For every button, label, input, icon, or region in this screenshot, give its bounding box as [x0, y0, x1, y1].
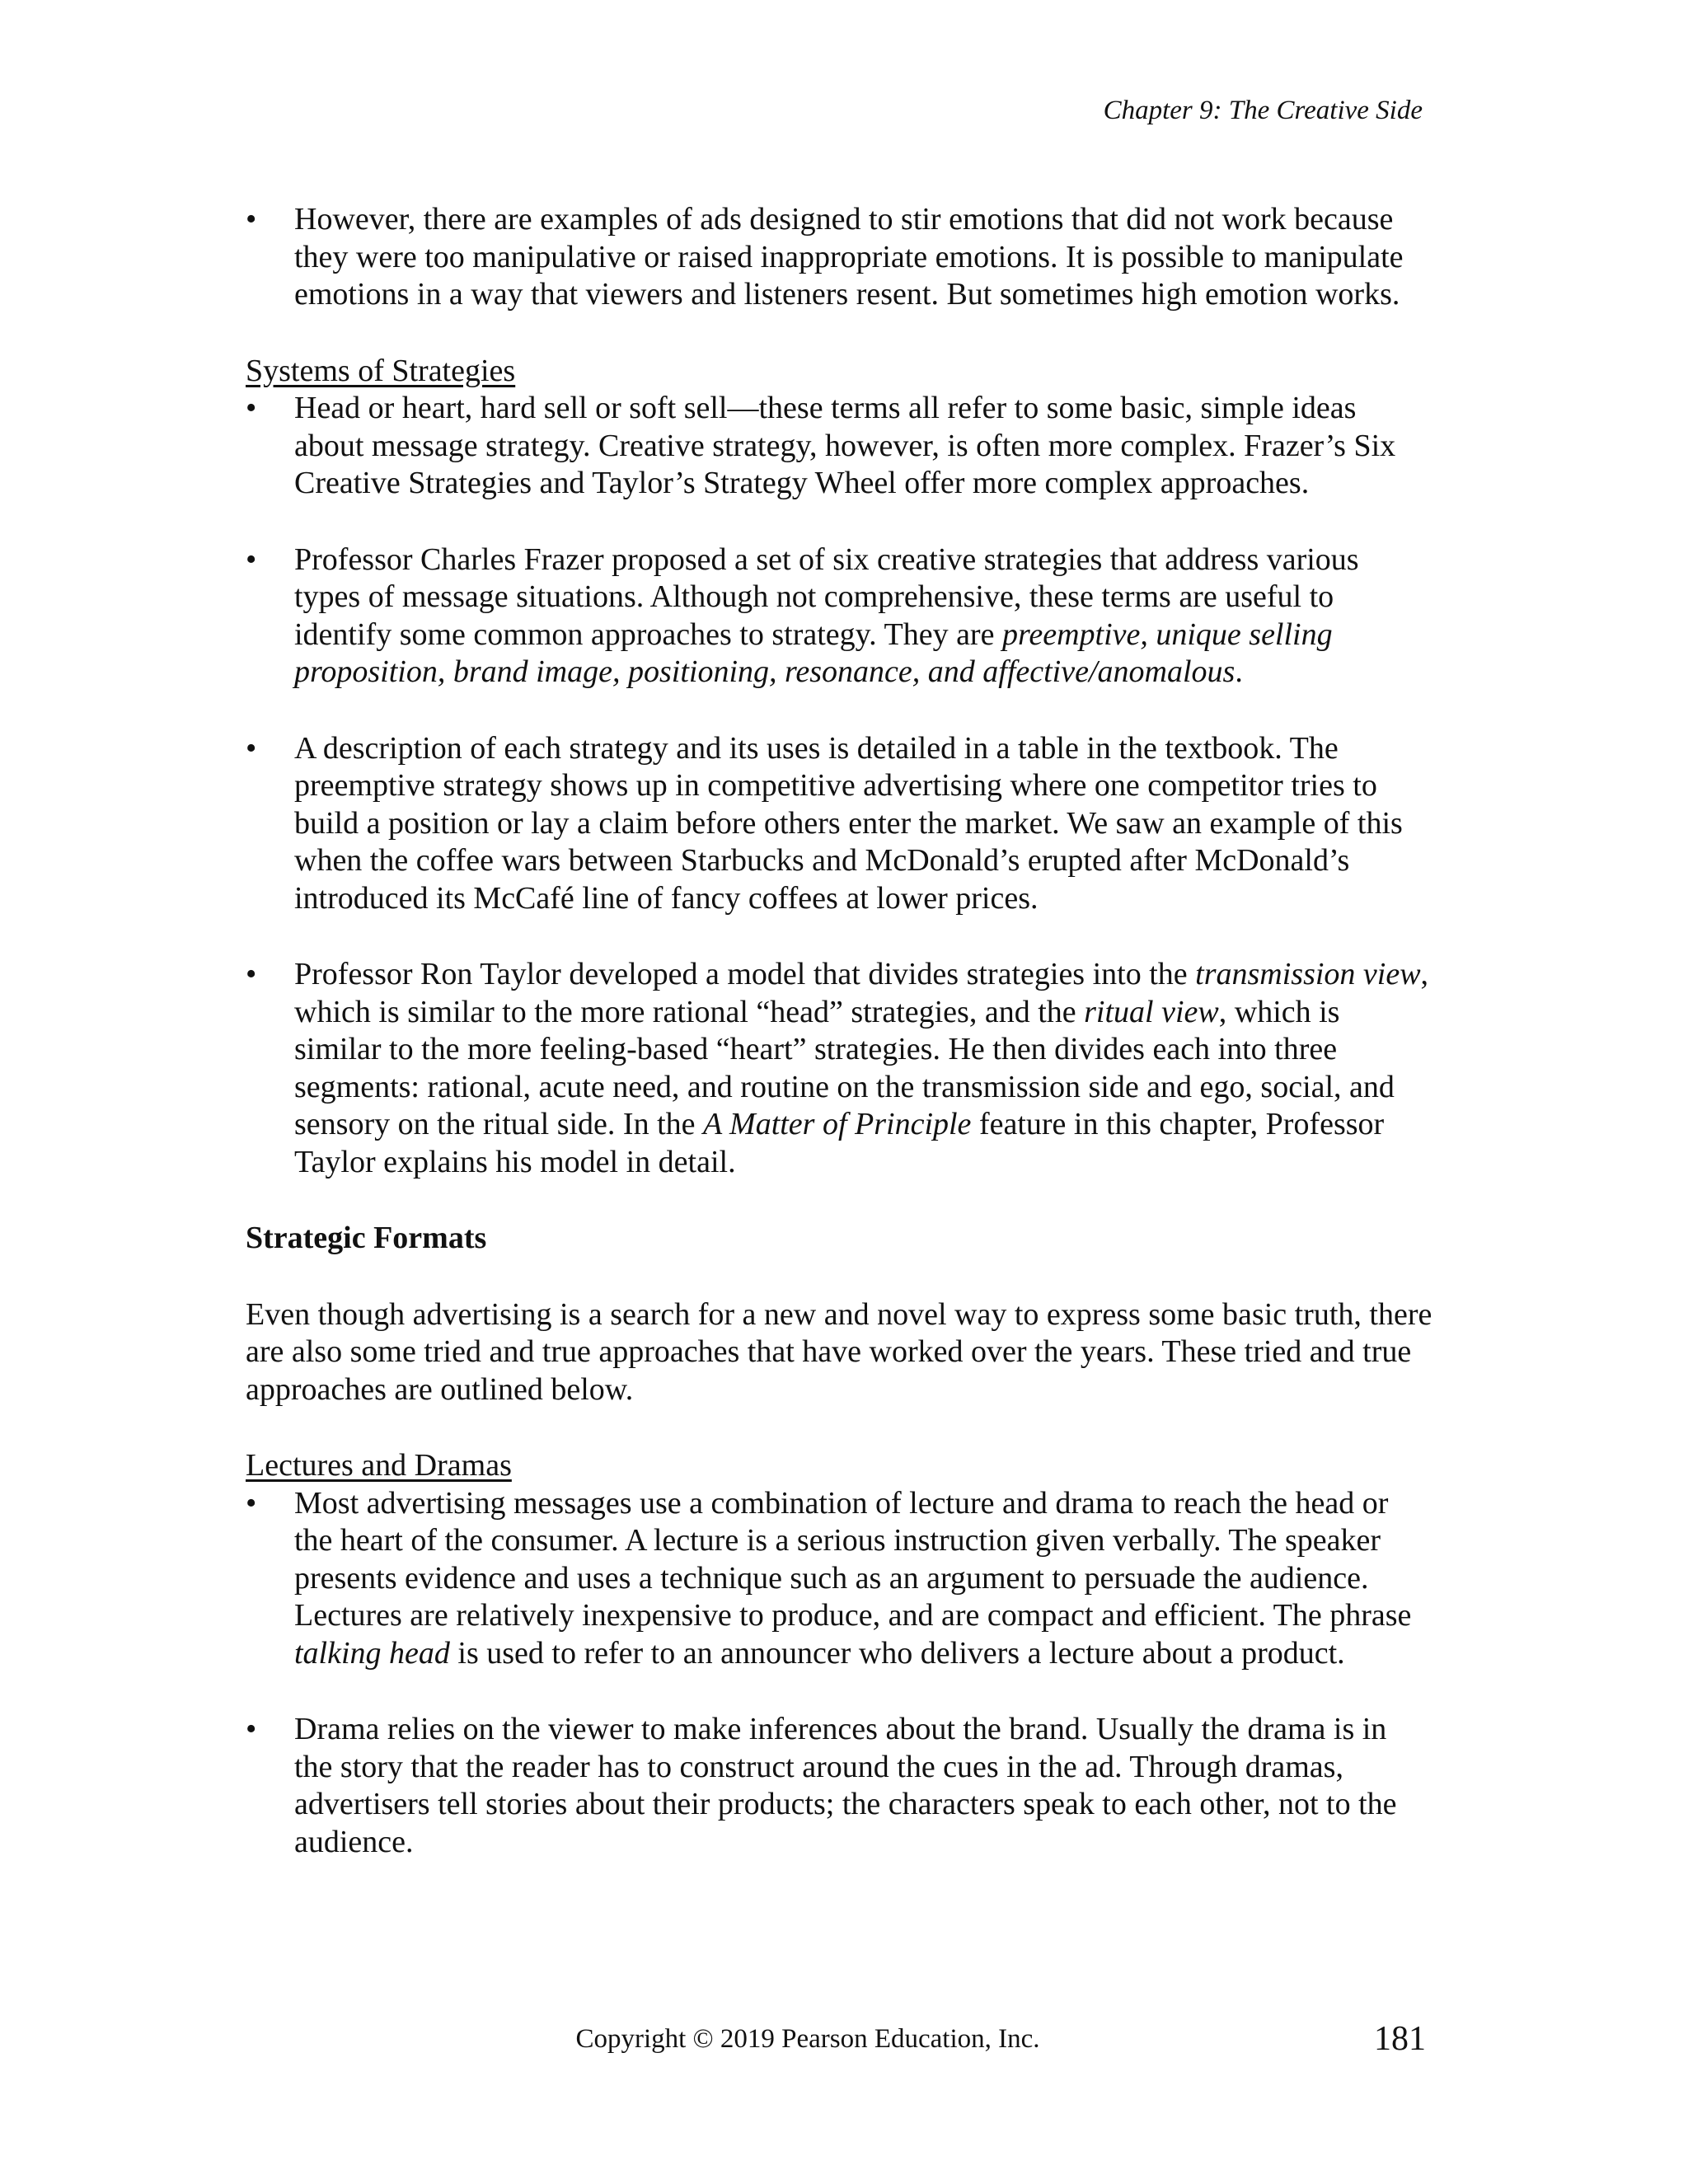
bullet-text: feature in this chapter, Professor Taylor explains his model in detail.: [294, 1107, 1385, 1179]
bullet-italic-text: ritual view: [1084, 994, 1219, 1029]
bullet-item: [246, 956, 1432, 1181]
bullet-text: However, there are examples of ads designed to stir emotions that did not work because they were too manipulative or raised inappropriate emotions. It is possible to manipulate emotions in a way that viewers and listeners resent. But sometimes high emotion works.: [294, 202, 1404, 312]
bullet-item: [246, 1485, 1432, 1673]
bullet-item: [246, 730, 1432, 918]
bullet-icon: •: [246, 957, 257, 991]
bullet-italic-text: preemptive, unique selling proposition, brand image, positioning, resonance, and affective/anomalous: [294, 616, 1333, 689]
paragraph-strategic-formats: Even though advertising is a search for a new and novel way to express some basic truth, there are also some tried and true approaches that have worked over the years. These tried and true approaches are outlined below.: [246, 1296, 1432, 1407]
page-body: [246, 201, 1432, 1861]
bullet-text: Head or heart, hard sell or soft sell—these terms all refer to some basic, simple ideas about message strategy. Creative strategy, however, is often more complex. Frazer’s Six Creative Strategies and Taylor’s Strategy Wheel offer more complex approaches.: [294, 391, 1396, 500]
footer-copyright: [0, 2026, 1688, 2053]
bullet-text: , which is similar to the more feeling-based “heart” strategies. He then divides each into three segments: rational, acute need, and routine on the transmission side and ego, social, and sensory on the ritual side. In the: [294, 994, 1395, 1141]
bullet-item: [246, 1711, 1432, 1861]
subheading-lectures-and-dramas: Lectures and Dramas: [246, 1448, 512, 1483]
bullet-text-end: .: [1235, 654, 1243, 689]
bullet-icon: •: [246, 1712, 257, 1746]
bullet-icon: •: [246, 202, 257, 237]
bullet-item: [246, 390, 1432, 503]
bullet-icon: •: [246, 730, 257, 766]
bullet-text: A description of each strategy and its uses is detailed in a table in the textbook. The preemptive strategy shows up in competitive advertising where one competitor tries to build a position or lay a claim before others enter the market. We saw an example of this when the coffee wars between Starbucks and McDonald’s erupted after McDonald’s introduced its McCafé line of fancy coffees at lower prices.: [294, 730, 1403, 916]
running-header: Chapter 9: The Creative Side: [1103, 96, 1423, 125]
section-heading-strategic-formats: Strategic Formats: [246, 1221, 487, 1255]
copyright-text: Copyright © 2019 Pearson Education, Inc.: [575, 2024, 1040, 2054]
bullet-italic-text: transmission view: [1195, 957, 1421, 991]
bullet-italic-text: A Matter of Principle: [703, 1107, 972, 1141]
page-number: 181: [1374, 2020, 1426, 2058]
bullet-item: [246, 201, 1432, 314]
bullet-icon: •: [246, 1485, 257, 1521]
bullet-icon: •: [246, 541, 257, 577]
bullet-italic-text: talking head: [294, 1635, 450, 1671]
bullet-item: [246, 541, 1432, 691]
bullet-text: Professor Ron Taylor developed a model that divides strategies into the: [294, 957, 1196, 991]
bullet-text: Professor Charles Frazer proposed a set of six creative strategies that address various types of message situations. Although not comprehensive, these terms are useful to identify some common approaches to strategy. They are: [294, 541, 1359, 652]
bullet-icon: •: [246, 391, 257, 425]
bullet-text: Drama relies on the viewer to make inferences about the brand. Usually the drama is in the story that the reader has to construct around the cues in the ad. Through dramas, advertisers tell stories about their products; the characters speak to each other, not to the audience.: [294, 1712, 1397, 1859]
subheading-systems-of-strategies: Systems of Strategies: [246, 353, 516, 388]
bullet-text-end: is used to refer to an announcer who delivers a lecture about a product.: [449, 1635, 1345, 1671]
bullet-text: Most advertising messages use a combination of lecture and drama to reach the head or the heart of the consumer. A lecture is a serious instruction given verbally. The speaker presents evidence and uses a technique such as an argument to persuade the audience. Lectures are relatively inexpensive to produce, and are compact and efficient. The phrase: [294, 1485, 1412, 1633]
bullet-text: , which is similar to the more rational “head” strategies, and the: [294, 957, 1429, 1029]
